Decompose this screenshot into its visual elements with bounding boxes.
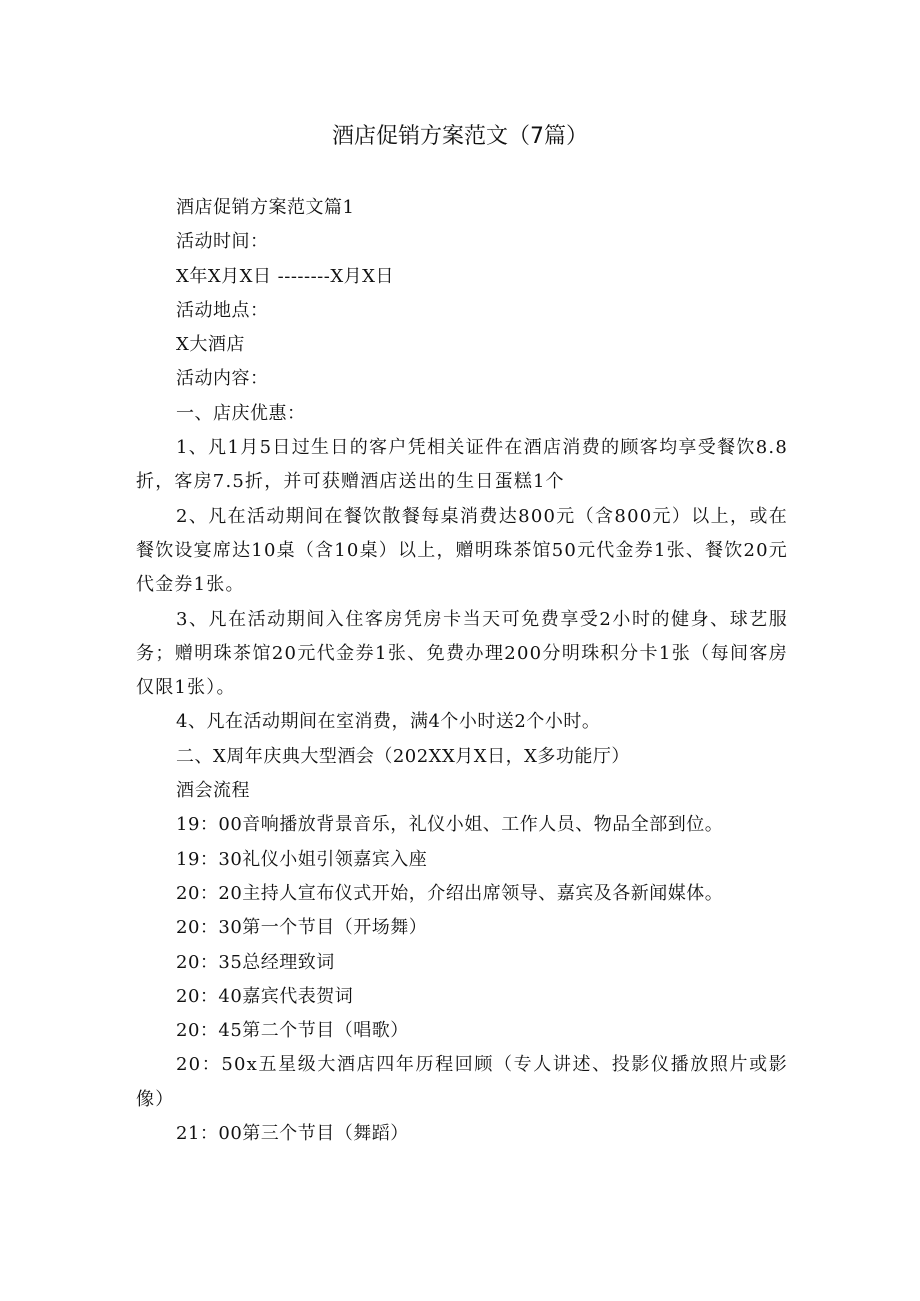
subsection-heading: 二、X周年庆典大型酒会（202XX月X日，X多功能厅） (176, 745, 630, 767)
activity-time-label: 活动时间： (176, 231, 269, 253)
document-body (136, 191, 788, 1151)
activity-location-label: 活动地点： (176, 299, 269, 321)
schedule-item: 19：00音响播放背景音乐，礼仪小姐、工作人员、物品全部到位。 (176, 814, 724, 836)
document-title: 酒店促销方案范文（7篇） (332, 124, 588, 149)
activity-time-value: X年X月X日 --------X月X日 (176, 265, 394, 287)
promo-item: 1、凡1月5日过生日的客户凭相关证件在酒店消费的顾客均享受餐饮8.8折，客房7.5折，并可获赠酒店送出的生日蛋糕1个 (136, 437, 788, 493)
schedule-heading: 酒会流程 (176, 780, 250, 802)
schedule-item: 21：00第三个节目（舞蹈） (176, 1123, 409, 1145)
schedule-item: 20：40嘉宾代表贺词 (176, 985, 354, 1007)
schedule-item: 20：30第一个节目（开场舞） (176, 917, 428, 939)
section-heading: 酒店促销方案范文篇1 (176, 197, 355, 218)
promo-item: 4、凡在活动期间在室消费，满4个小时送2个小时。 (176, 711, 601, 733)
promo-item: 3、凡在活动期间入住客房凭房卡当天可免费享受2小时的健身、球艺服务；赠明珠茶馆20元代金券1张、免费办理200分明珠积分卡1张（每间客房仅限1张）。 (136, 608, 788, 699)
schedule-item: 20：20主持人宣布仪式开始，介绍出席领导、嘉宾及各新闻媒体。 (176, 882, 724, 904)
schedule-item: 20：45第二个节目（唱歌） (176, 1020, 409, 1042)
promo-item: 2、凡在活动期间在餐饮散餐每桌消费达800元（含800元）以上，或在餐饮设宴席达10桌（含10桌）以上，赠明珠茶馆50元代金券1张、餐饮20元代金券1张。 (136, 505, 788, 596)
schedule-item: 20：50x五星级大酒店四年历程回顾（专人讲述、投影仪播放照片或影像） (136, 1054, 788, 1110)
schedule-item: 20：35总经理致词 (176, 951, 335, 973)
activity-content-label: 活动内容： (176, 368, 269, 390)
subsection-heading: 一、店庆优惠： (176, 402, 306, 424)
schedule-item: 19：30礼仪小姐引领嘉宾入座 (176, 848, 428, 870)
activity-location-value: X大酒店 (176, 334, 245, 356)
